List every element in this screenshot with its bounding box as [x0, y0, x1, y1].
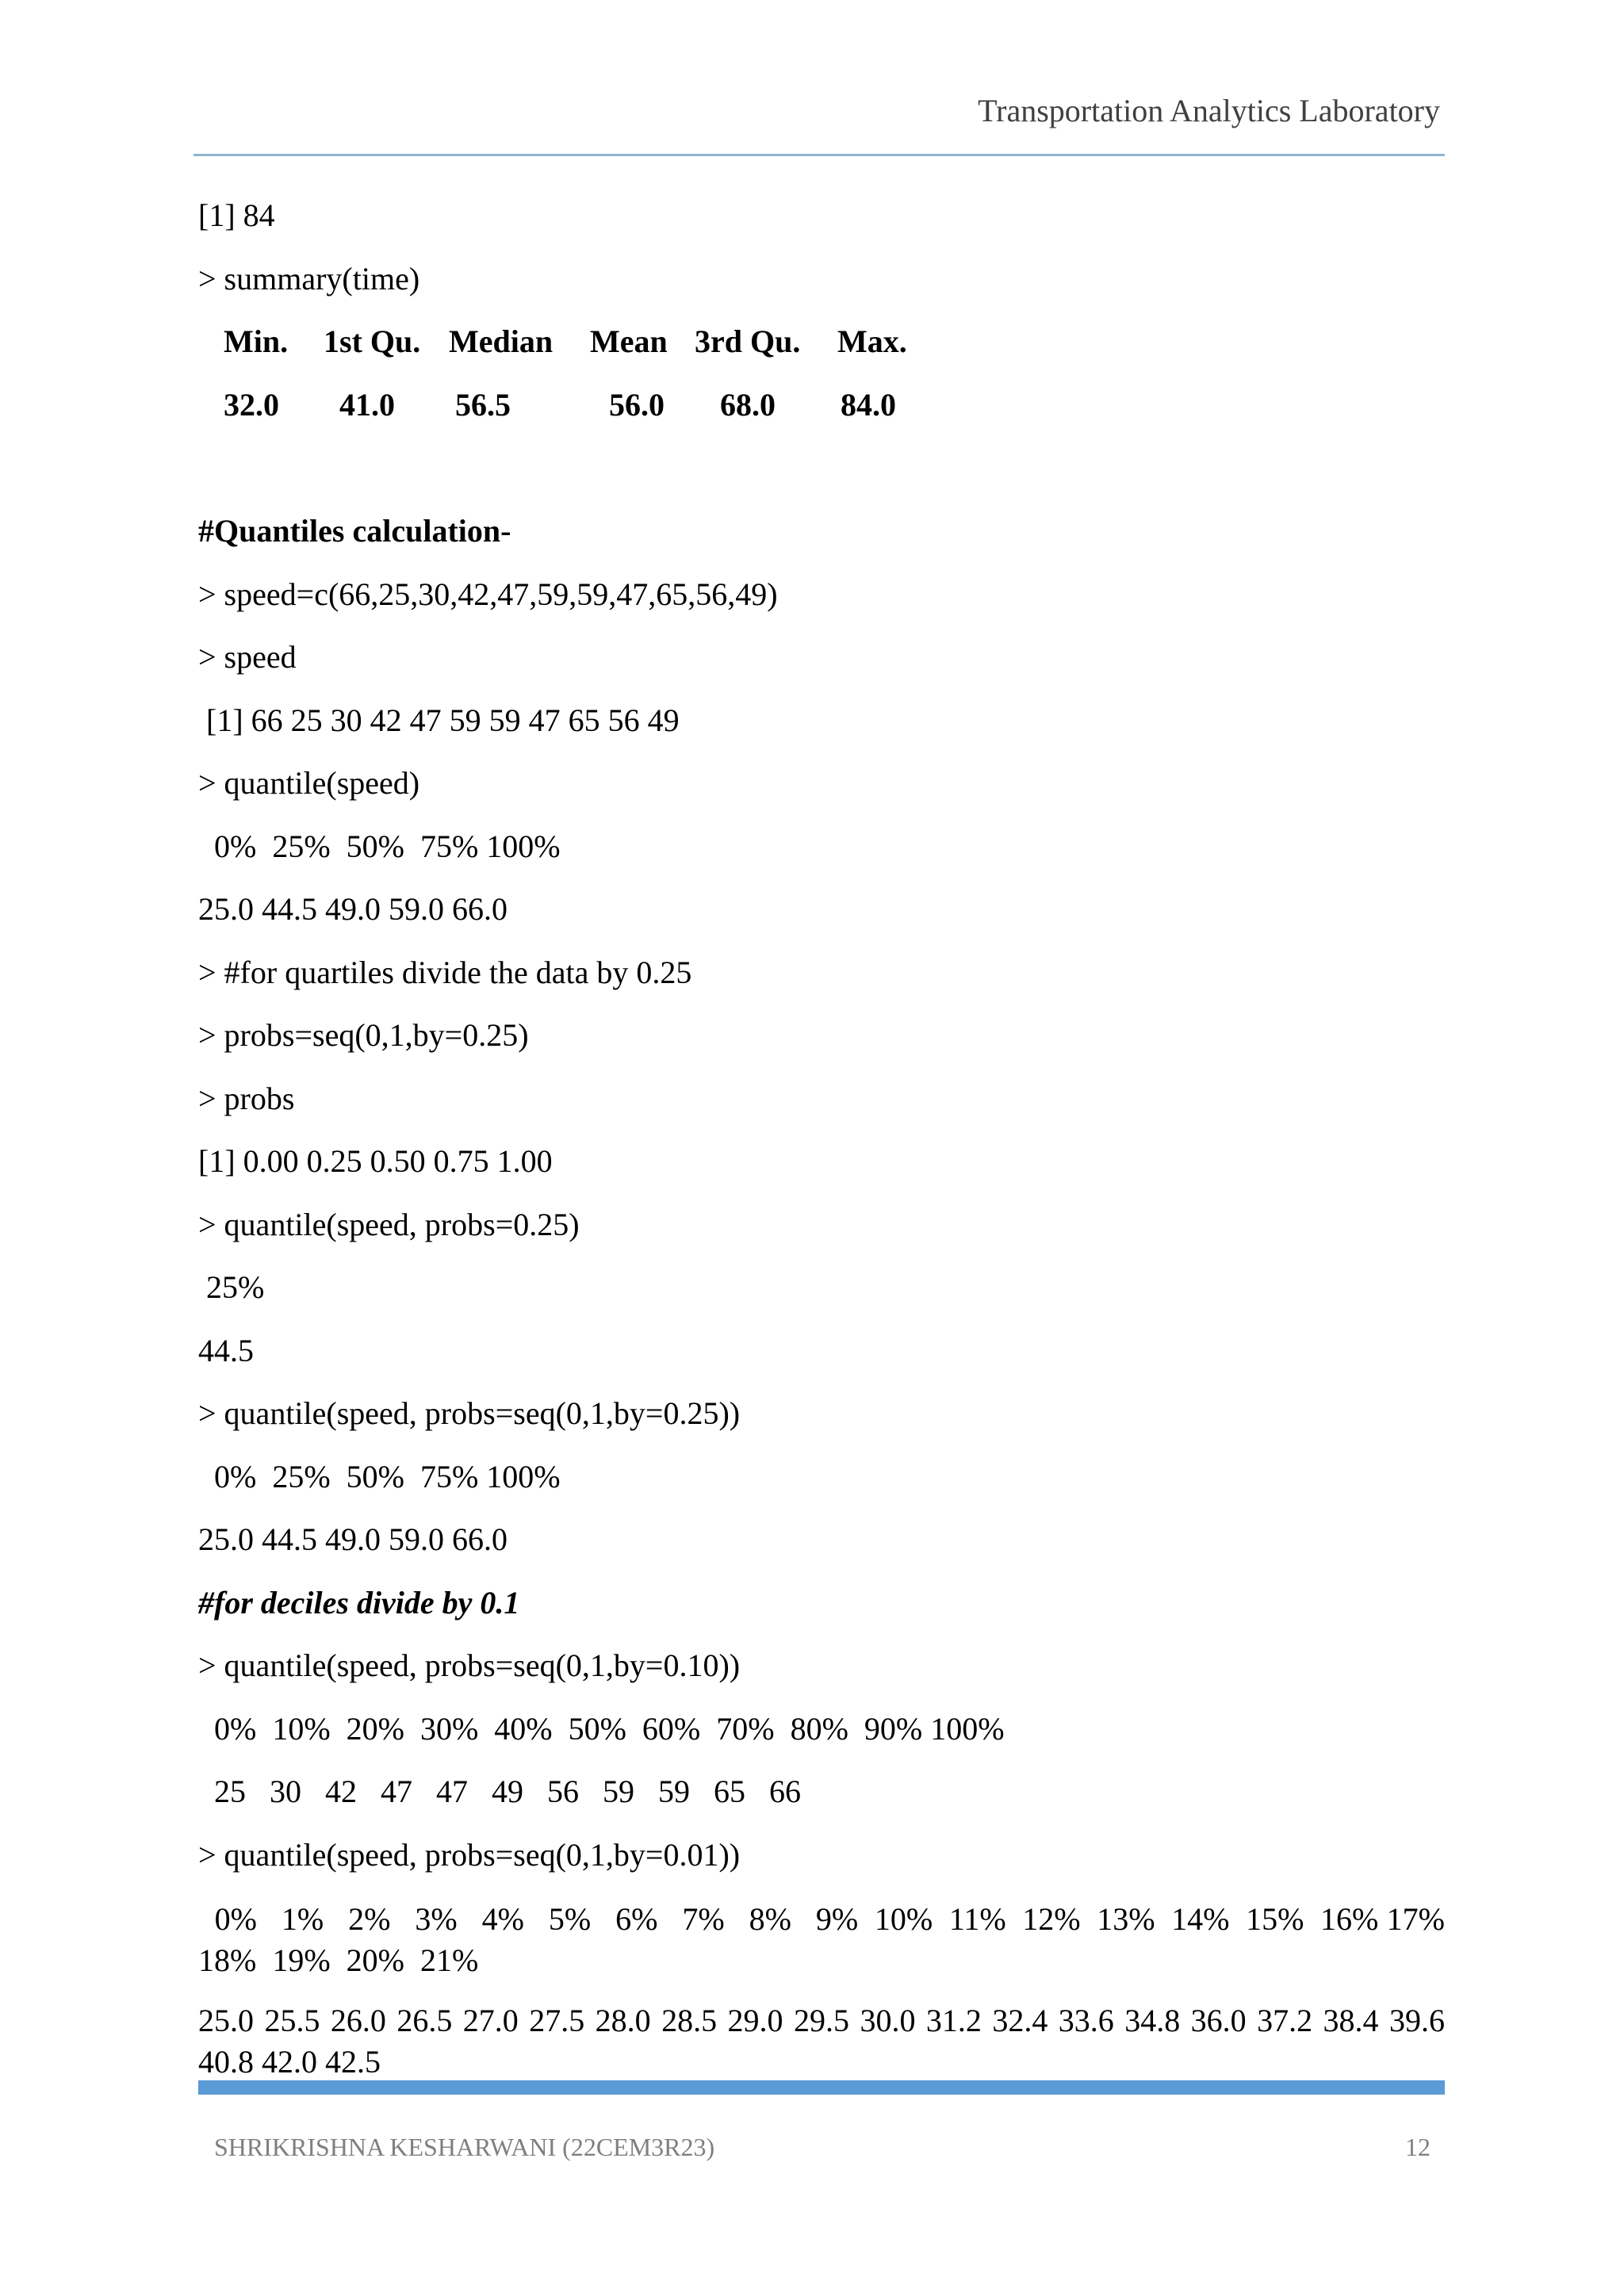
footer-page-number: 12 — [1405, 2133, 1431, 2161]
command-line: > probs=seq(0,1,by=0.25) — [198, 1017, 529, 1053]
header-rule — [193, 154, 1445, 156]
summary-header-3rd-qu: 3rd Qu. — [695, 323, 801, 359]
page-content — [198, 197, 1461, 2102]
summary-value-median: 56.5 — [455, 386, 511, 423]
command-line: > probs — [198, 1080, 295, 1116]
command-line: > speed=c(66,25,30,42,47,59,59,47,65,56,49) — [198, 576, 778, 612]
command-line: > quantile(speed) — [198, 765, 420, 801]
summary-header-max: Max. — [837, 323, 907, 359]
command-line: > #for quartiles divide the data by 0.25 — [198, 954, 692, 990]
command-line: > speed — [198, 639, 297, 675]
summary-value-max: 84.0 — [841, 386, 896, 423]
command-line: > quantile(speed, probs=seq(0,1,by=0.10)) — [198, 1647, 741, 1683]
output-line: 25% — [198, 1269, 265, 1305]
summary-values-row — [198, 386, 1445, 424]
output-line: 25.0 44.5 49.0 59.0 66.0 — [198, 1521, 508, 1557]
output-line-wrapped: 0% 1% 2% 3% 4% 5% 6% 7% 8% 9% 10% 11% 12% 13% 14% 15% 16% 17% 18% 19% 20% 21% — [198, 1901, 1461, 1978]
command-line: > quantile(speed, probs=seq(0,1,by=0.25)) — [198, 1395, 741, 1431]
output-line: 25.0 44.5 49.0 59.0 66.0 — [198, 891, 508, 927]
footer-author: SHRIKRISHNA KESHARWANI (22CEM3R23) — [214, 2133, 715, 2161]
summary-header-mean: Mean — [590, 323, 668, 359]
summary-value-3rd-qu: 68.0 — [720, 386, 776, 423]
command-line: > summary(time) — [198, 260, 420, 297]
output-line: 44.5 — [198, 1332, 254, 1368]
output-line-wrapped: 25.0 25.5 26.0 26.5 27.0 27.5 28.0 28.5 29.0 29.5 30.0 31.2 32.4 33.6 34.8 36.0 37.2 38.4 39.6 40.8 42.0 42.5 — [198, 2003, 1453, 2080]
output-line: [1] 0.00 0.25 0.50 0.75 1.00 — [198, 1143, 553, 1179]
summary-value-min: 32.0 — [224, 386, 279, 423]
blank-spacer — [198, 449, 1445, 512]
footer-bar — [198, 2080, 1445, 2095]
command-line: > quantile(speed, probs=seq(0,1,by=0.01)) — [198, 1836, 741, 1873]
output-line: 0% 25% 50% 75% 100% — [198, 828, 561, 864]
summary-header-1st-qu: 1st Qu. — [324, 323, 421, 359]
command-line: > quantile(speed, probs=0.25) — [198, 1206, 580, 1242]
summary-value-mean: 56.0 — [609, 386, 665, 423]
summary-value-1st-qu: 41.0 — [339, 386, 395, 423]
summary-header-row — [198, 323, 1445, 361]
section-heading-italic: #for deciles divide by 0.1 — [198, 1584, 520, 1621]
output-line: [1] 84 — [198, 197, 275, 233]
output-line: 25 30 42 47 47 49 56 59 59 65 66 — [198, 1774, 801, 1809]
output-line: 0% 10% 20% 30% 40% 50% 60% 70% 80% 90% 100% — [198, 1710, 1005, 1747]
summary-header-min: Min. — [224, 323, 289, 359]
page-header-title: Transportation Analytics Laboratory — [978, 93, 1440, 128]
output-line: 0% 25% 50% 75% 100% — [198, 1458, 561, 1494]
summary-header-median: Median — [449, 323, 553, 359]
section-heading: #Quantiles calculation- — [198, 513, 511, 549]
output-line: [1] 66 25 30 42 47 59 59 47 65 56 49 — [198, 702, 680, 738]
